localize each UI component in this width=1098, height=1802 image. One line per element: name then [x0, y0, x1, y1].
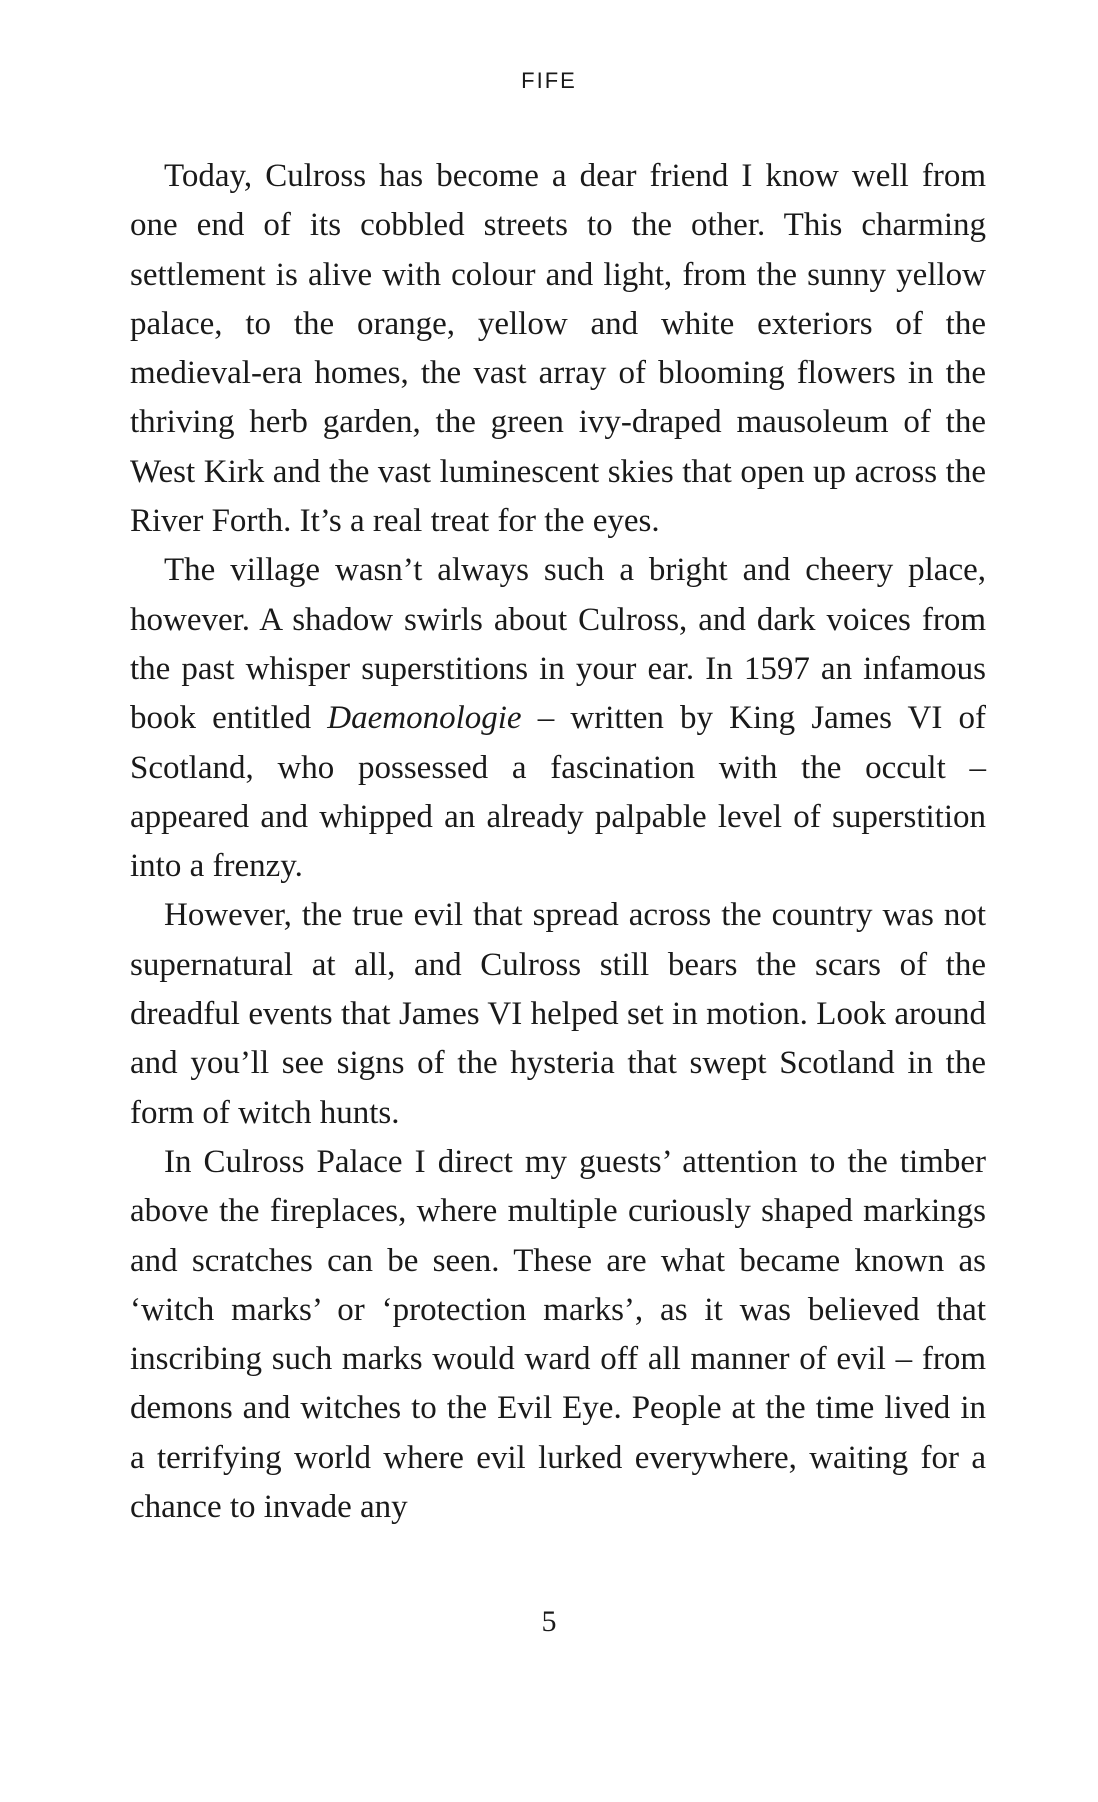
paragraph-4: In Culross Palace I direct my guests’ attention to the timber above the fireplaces, where multiple curiously shaped markings and scratches can be seen. These are what became known as ‘witch marks’ or ‘protection marks’, as it was believed that inscribing such marks would ward off all manner of evil – from demons and witches to the Evil Eye. People at the time lived in a terrifying world where evil lurked everywhere, waiting for a chance to invade any	[130, 1143, 986, 1526]
paragraph-3: However, the true evil that spread across the country was not supernatural at all, and Culross still bears the scars of the dreadful events that James VI helped set in motion. Look around and you’ll see signs of the hysteria that swept Scotland in the form of witch hunts.	[130, 897, 986, 1131]
body-text	[130, 152, 986, 1532]
paragraph-1: Today, Culross has become a dear friend I know well from one end of its cobbled streets to the other. This charming settlement is alive with colour and light, from the sunny yellow palace, to the orange, yellow and white exteriors of the medieval-era homes, the vast array of blooming flowers in the thriving herb garden, the green ivy-draped mausoleum of the West Kirk and the vast luminescent skies that open up across the River Forth. It’s a real treat for the eyes.	[130, 158, 986, 540]
page-number: 5	[541, 1605, 557, 1638]
paragraph-2-text-before: The village wasn’t always such a bright and cheery place, however. A shadow swirls about Culross, and dark voices from the past whisper superstitions in your ear. In 1597 an infamous book entitled	[130, 552, 986, 737]
running-head: FIFE	[521, 68, 577, 93]
paragraph-2-text-after: – written by King James VI of Scotland, who possessed a fascination with the occult – appeared and whipped an already palpable level of superstition into a frenzy.	[130, 700, 986, 885]
paragraph-2	[130, 546, 986, 891]
book-title-italic: Daemonologie	[327, 700, 522, 737]
